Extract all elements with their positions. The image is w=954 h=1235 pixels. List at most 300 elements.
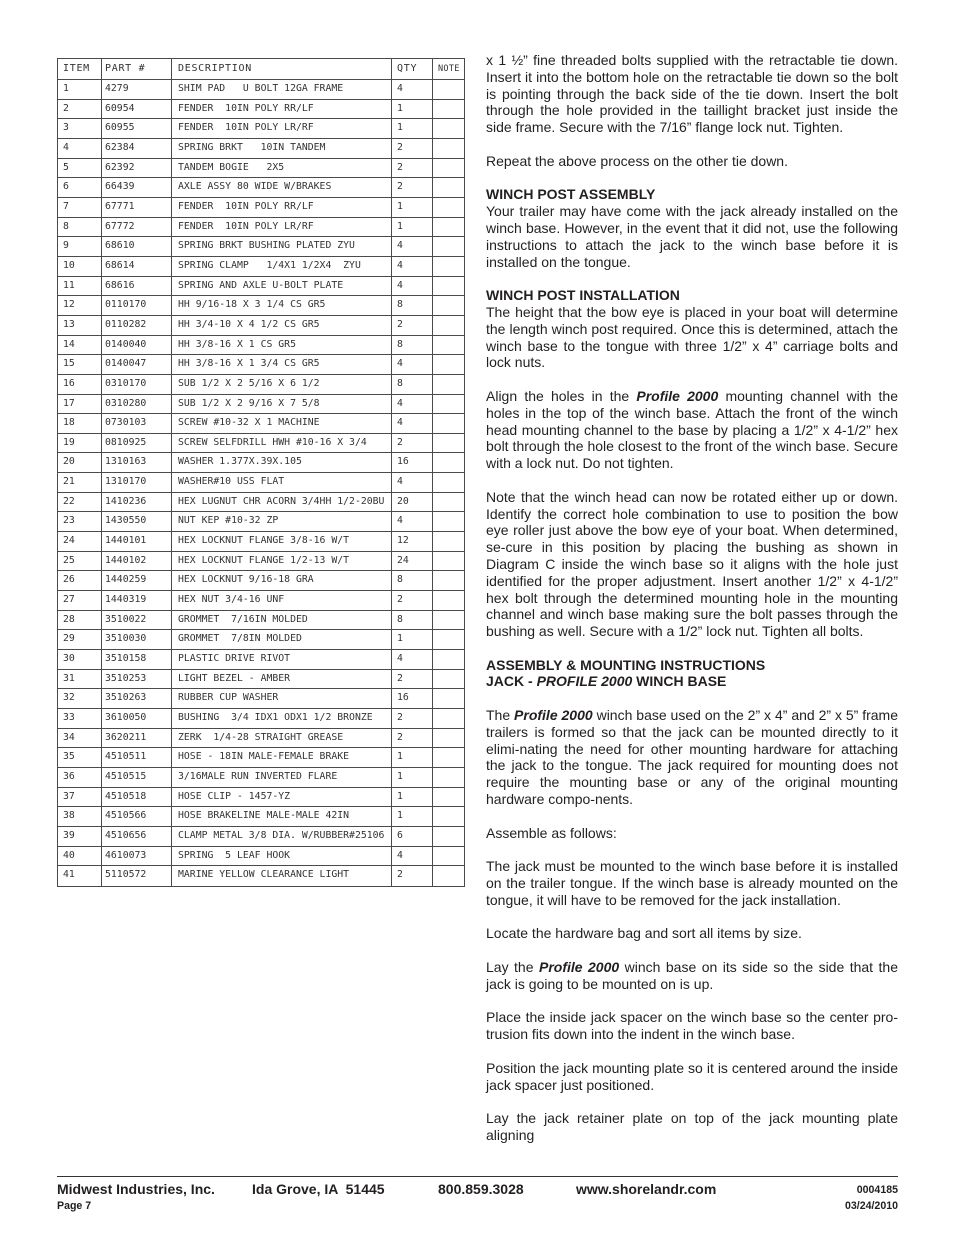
note-cell [433,689,464,708]
section-winch-post-installation [486,287,898,371]
description-cell: HOSE - 18IN MALE-FEMALE BRAKE [172,748,392,767]
paragraph-repeat [486,153,898,170]
paragraph-jack-mounted-first [486,858,898,908]
table-row [58,237,464,257]
quantity-cell: 4 [392,277,433,296]
description-cell: HEX LOCKNUT FLANGE 3/8-16 W/T [172,532,392,551]
quantity-cell: 2 [392,159,433,178]
text-run: mounting channel with the holes in the top of the winch base. Attach the front of the winch head mounting channel to the base by placing a 1/2” x 4-1/2” hex bolt through the hole closest to the front of the winch base. Secure with a lock nut. Do not tighten. [486,387,898,472]
table-row [58,807,464,827]
quantity-column-header: QTY [392,59,433,79]
description-cell: FENDER 10IN POLY RR/LF [172,100,392,119]
description-cell: AXLE ASSY 80 WIDE W/BRAKES [172,178,392,197]
table-row [58,218,464,238]
note-cell [433,139,464,158]
paragraph-lay-base [486,959,898,993]
table-row [58,355,464,375]
part-number-cell: 0310280 [102,395,172,414]
item-number-cell: 38 [58,807,102,826]
description-cell: FENDER 10IN POLY LR/RF [172,119,392,138]
description-cell: SHIM PAD U BOLT 12GA FRAME [172,80,392,99]
note-cell [433,316,464,335]
description-cell: NUT KEP #10-32 ZP [172,512,392,531]
item-number-cell: 22 [58,493,102,512]
description-cell: BUSHING 3/4 IDX1 ODX1 1/2 BRONZE [172,709,392,728]
table-row [58,591,464,611]
description-cell: HOSE BRAKELINE MALE-MALE 42IN [172,807,392,826]
quantity-cell: 16 [392,689,433,708]
note-cell [433,611,464,630]
note-cell [433,119,464,138]
footer-city: Ida Grove, IA 51445 [252,1181,385,1197]
quantity-cell: 12 [392,532,433,551]
description-cell: GROMMET 7/16IN MOLDED [172,611,392,630]
note-cell [433,630,464,649]
table-row [58,119,464,139]
description-cell: SPRING CLAMP 1/4X1 1/2X4 ZYU [172,257,392,276]
description-cell: SCREW SELFDRILL HWH #10-16 X 3/4 [172,434,392,453]
note-cell [433,512,464,531]
part-number-cell: 0110282 [102,316,172,335]
quantity-cell: 2 [392,729,433,748]
table-row [58,768,464,788]
table-row [58,611,464,631]
quantity-cell: 4 [392,237,433,256]
item-number-cell: 8 [58,218,102,237]
paragraph-lay-retainer [486,1110,898,1144]
quantity-cell: 2 [392,434,433,453]
note-cell [433,650,464,669]
parts-list-table [57,58,465,887]
quantity-cell: 1 [392,119,433,138]
table-row [58,552,464,572]
description-cell: SPRING AND AXLE U-BOLT PLATE [172,277,392,296]
item-number-cell: 1 [58,80,102,99]
note-cell [433,277,464,296]
note-cell [433,296,464,315]
section-assembly-mounting-heading [486,657,898,691]
part-number-cell: 1310163 [102,453,172,472]
paragraph-text: Your trailer may have come with the jack already installed on the winch base. However, in the event that it did not, use the following instructions to attach the jack to the winch base before it is installed on the tongue. [486,203,898,270]
quantity-cell: 2 [392,591,433,610]
paragraph-text: Repeat the above process on the other tie down. [486,152,788,169]
item-number-cell: 32 [58,689,102,708]
description-cell: HH 3/8-16 X 1 3/4 CS GR5 [172,355,392,374]
part-number-cell: 0140040 [102,336,172,355]
paragraph-assemble [486,825,898,842]
section-heading: WINCH POST ASSEMBLY [486,186,656,203]
note-cell [433,748,464,767]
item-number-cell: 25 [58,552,102,571]
item-number-cell: 35 [58,748,102,767]
quantity-cell: 2 [392,139,433,158]
paragraph-tie-down-bolt [486,52,898,136]
quantity-cell: 4 [392,355,433,374]
note-cell [433,827,464,846]
item-number-cell: 3 [58,119,102,138]
table-row [58,709,464,729]
part-number-cell: 1440319 [102,591,172,610]
item-number-cell: 2 [58,100,102,119]
paragraph-locate-hardware [486,925,898,942]
description-cell: 3/16MALE RUN INVERTED FLARE [172,768,392,787]
description-cell: MARINE YELLOW CLEARANCE LIGHT [172,866,392,886]
part-number-cell: 4610073 [102,847,172,866]
quantity-cell: 8 [392,296,433,315]
footer-website: www.shorelandr.com [576,1181,717,1197]
table-row [58,198,464,218]
note-cell [433,100,464,119]
part-number-cell: 3620211 [102,729,172,748]
text-run: winch base on its side so the side that the jack is going to be mounted on is up. [486,959,898,992]
quantity-cell: 1 [392,630,433,649]
table-row [58,316,464,336]
description-cell: WASHER#10 USS FLAT [172,473,392,492]
part-number-cell: 62384 [102,139,172,158]
part-number-cell: 1440102 [102,552,172,571]
item-number-cell: 39 [58,827,102,846]
table-row [58,473,464,493]
table-body [58,80,464,886]
part-number-cell: 66439 [102,178,172,197]
note-cell [433,532,464,551]
note-cell [433,178,464,197]
part-number-cell: 0110170 [102,296,172,315]
part-number-cell: 0310170 [102,375,172,394]
quantity-cell: 8 [392,571,433,590]
note-cell [433,237,464,256]
part-number-cell: 3510263 [102,689,172,708]
note-cell [433,336,464,355]
quantity-cell: 6 [392,827,433,846]
description-cell: SUB 1/2 X 2 5/16 X 6 1/2 [172,375,392,394]
note-cell [433,355,464,374]
paragraph-text [486,388,898,472]
product-name: Profile 2000 [636,387,719,404]
item-number-cell: 40 [58,847,102,866]
paragraph-text [486,707,898,808]
table-row [58,80,464,100]
quantity-cell: 1 [392,218,433,237]
part-number-cell: 0730103 [102,414,172,433]
note-cell [433,571,464,590]
part-number-cell: 67771 [102,198,172,217]
paragraph-text: Locate the hardware bag and sort all items by size. [486,925,802,942]
paragraph-text: Position the jack mounting plate so it is centered around the inside jack spacer just positioned. [486,1059,898,1093]
note-cell [433,709,464,728]
table-row [58,414,464,434]
quantity-cell: 2 [392,866,433,886]
quantity-cell: 24 [392,552,433,571]
part-number-cell: 4510511 [102,748,172,767]
item-number-cell: 10 [58,257,102,276]
item-number-cell: 19 [58,434,102,453]
part-number-cell: 4510518 [102,788,172,807]
instructions-column [486,52,898,1144]
part-number-cell: 60955 [102,119,172,138]
table-row [58,571,464,591]
description-cell: LIGHT BEZEL - AMBER [172,670,392,689]
item-number-cell: 36 [58,768,102,787]
table-row [58,100,464,120]
description-cell: SUB 1/2 X 2 9/16 X 7 5/8 [172,395,392,414]
description-cell: HH 9/16-18 X 3 1/4 CS GR5 [172,296,392,315]
note-cell [433,591,464,610]
quantity-cell: 2 [392,709,433,728]
part-number-cell: 1440101 [102,532,172,551]
description-cell: FENDER 10IN POLY LR/RF [172,218,392,237]
quantity-cell: 2 [392,670,433,689]
footer-company: Midwest Industries, Inc. [57,1181,215,1197]
quantity-cell: 8 [392,611,433,630]
quantity-cell: 1 [392,198,433,217]
description-cell: HEX LUGNUT CHR ACORN 3/4HH 1/2-20BU [172,493,392,512]
note-cell [433,473,464,492]
paragraph-profile-base [486,707,898,808]
table-row [58,257,464,277]
quantity-cell: 4 [392,80,433,99]
paragraph-rotate-note [486,489,898,640]
item-number-cell: 14 [58,336,102,355]
note-cell [433,552,464,571]
quantity-cell: 1 [392,748,433,767]
part-number-cell: 4510515 [102,768,172,787]
description-cell: TANDEM BOGIE 2X5 [172,159,392,178]
part-number-cell: 5110572 [102,866,172,886]
paragraph-text [486,959,898,993]
table-row [58,178,464,198]
table-row [58,139,464,159]
description-cell: GROMMET 7/8IN MOLDED [172,630,392,649]
note-cell [433,866,464,886]
footer-page-number: Page 7 [57,1200,92,1212]
table-row [58,395,464,415]
table-row [58,159,464,179]
item-number-cell: 16 [58,375,102,394]
item-column-header: ITEM [58,59,102,79]
quantity-cell: 2 [392,316,433,335]
table-row [58,434,464,454]
description-cell: HEX LOCKNUT FLANGE 1/2-13 W/T [172,552,392,571]
item-number-cell: 28 [58,611,102,630]
part-number-cell: 1430550 [102,512,172,531]
note-cell [433,670,464,689]
table-row [58,493,464,513]
paragraph-text: The height that the bow eye is placed in your boat will determine the length winch post required. Once this is determined, attach the winch base to the tongue with three 1/2” x 4” carriage bolts and lock nuts. [486,303,898,371]
table-row [58,650,464,670]
paragraph-text: Place the inside jack spacer on the winch base so the center pro-trusion fits down into the indent in the winch base. [486,1009,898,1043]
quantity-cell: 4 [392,395,433,414]
note-cell [433,395,464,414]
quantity-cell: 20 [392,493,433,512]
quantity-cell: 1 [392,100,433,119]
section-subheading [486,673,898,690]
note-cell [433,768,464,787]
item-number-cell: 18 [58,414,102,433]
text-run: JACK - [486,673,537,690]
product-name: Profile 2000 [514,707,593,724]
part-number-cell: 68616 [102,277,172,296]
description-cell: WASHER 1.377X.39X.105 [172,453,392,472]
part-number-cell: 62392 [102,159,172,178]
footer-date: 03/24/2010 [844,1200,898,1212]
footer-document-number: 0004185 [856,1184,898,1196]
table-row [58,375,464,395]
table-row [58,296,464,316]
text-run: Align the holes in the [486,387,637,404]
description-cell: SPRING BRKT 10IN TANDEM [172,139,392,158]
part-number-cell: 0810925 [102,434,172,453]
part-number-cell: 3510022 [102,611,172,630]
quantity-cell: 16 [392,453,433,472]
table-row [58,630,464,650]
quantity-cell: 2 [392,178,433,197]
text-run: winch base used on the 2” x 4” and 2” x 5” frame trailers is formed so that the jack can be mounted directly to it elimi-nating the need for other mounting hardware for attaching the jack to the tongue. The jack required for mounting does not require the mounting base or any of the original mounting hardware compo-nents. [486,707,899,808]
note-cell [433,159,464,178]
part-number-cell: 1310170 [102,473,172,492]
item-number-cell: 13 [58,316,102,335]
description-cell: SPRING 5 LEAF HOOK [172,847,392,866]
table-row [58,847,464,867]
table-row [58,748,464,768]
note-cell [433,434,464,453]
item-number-cell: 27 [58,591,102,610]
table-row [58,532,464,552]
part-number-cell: 4510656 [102,827,172,846]
note-cell [433,375,464,394]
part-number-cell: 60954 [102,100,172,119]
item-number-cell: 24 [58,532,102,551]
footer-divider [57,1176,898,1177]
table-row [58,866,464,886]
table-row [58,729,464,749]
paragraph-position-plate [486,1060,898,1094]
item-number-cell: 30 [58,650,102,669]
product-name: Profile 2000 [538,959,620,976]
quantity-cell: 1 [392,768,433,787]
note-cell [433,218,464,237]
part-number-cell: 1440259 [102,571,172,590]
item-number-cell: 7 [58,198,102,217]
quantity-cell: 4 [392,473,433,492]
note-cell [433,807,464,826]
paragraph-align-holes [486,388,898,472]
item-number-cell: 26 [58,571,102,590]
quantity-cell: 4 [392,257,433,276]
part-number-cell: 67772 [102,218,172,237]
item-number-cell: 9 [58,237,102,256]
item-number-cell: 5 [58,159,102,178]
footer-phone: 800.859.3028 [438,1181,524,1197]
part-number-cell: 3610050 [102,709,172,728]
paragraph-text: Assemble as follows: [486,824,617,841]
table-row [58,453,464,473]
paragraph-place-spacer [486,1009,898,1043]
item-number-cell: 11 [58,277,102,296]
description-cell: SCREW #10-32 X 1 MACHINE [172,414,392,433]
part-number-cell: 3510030 [102,630,172,649]
table-row [58,788,464,808]
description-cell: ZERK 1/4-28 STRAIGHT GREASE [172,729,392,748]
table-row [58,336,464,356]
description-cell: SPRING BRKT BUSHING PLATED ZYU [172,237,392,256]
description-cell: HOSE CLIP - 1457-YZ [172,788,392,807]
text-run: WINCH BASE [632,673,727,690]
note-cell [433,414,464,433]
note-cell [433,453,464,472]
item-number-cell: 21 [58,473,102,492]
description-cell: HH 3/4-10 X 4 1/2 CS GR5 [172,316,392,335]
part-number-cell: 4510566 [102,807,172,826]
part-number-column-header: PART # [102,59,172,79]
note-cell [433,257,464,276]
item-number-cell: 41 [58,866,102,886]
table-row [58,670,464,690]
part-number-cell: 0140047 [102,355,172,374]
description-cell: HEX LOCKNUT 9/16-18 GRA [172,571,392,590]
section-heading: WINCH POST INSTALLATION [486,287,680,304]
part-number-cell: 3510253 [102,670,172,689]
table-row [58,512,464,532]
quantity-cell: 4 [392,650,433,669]
description-cell: CLAMP METAL 3/8 DIA. W/RUBBER#25106 [172,827,392,846]
note-cell [433,788,464,807]
note-cell [433,80,464,99]
note-cell [433,198,464,217]
quantity-cell: 4 [392,847,433,866]
table-row [58,689,464,709]
description-cell: PLASTIC DRIVE RIVOT [172,650,392,669]
paragraph-text: Lay the jack retainer plate on top of the jack mounting plate aligning [486,1110,898,1143]
quantity-cell: 8 [392,375,433,394]
note-column-header: NOTE [438,64,460,74]
item-number-cell: 15 [58,355,102,374]
item-number-cell: 4 [58,139,102,158]
quantity-cell: 4 [392,414,433,433]
item-number-cell: 17 [58,395,102,414]
table-row [58,827,464,847]
item-number-cell: 33 [58,709,102,728]
quantity-cell: 4 [392,512,433,531]
section-winch-post-assembly [486,186,898,270]
description-cell: FENDER 10IN POLY RR/LF [172,198,392,217]
paragraph-text: The jack must be mounted to the winch base before it is installed on the trailer tongue. If the winch base is already mounted on the tongue, it will have to be removed for the jack installation. [486,858,898,908]
quantity-cell: 8 [392,336,433,355]
table-row [58,277,464,297]
table-header-row [58,59,464,80]
item-number-cell: 12 [58,296,102,315]
quantity-cell: 1 [392,807,433,826]
text-run: The [486,707,515,724]
item-number-cell: 23 [58,512,102,531]
part-number-cell: 68610 [102,237,172,256]
description-cell: RUBBER CUP WASHER [172,689,392,708]
item-number-cell: 34 [58,729,102,748]
quantity-cell: 1 [392,788,433,807]
description-cell: HEX NUT 3/4-16 UNF [172,591,392,610]
item-number-cell: 29 [58,630,102,649]
item-number-cell: 37 [58,788,102,807]
note-cell [433,729,464,748]
paragraph-text: x 1 ½” fine threaded bolts supplied with the retractable tie down. Insert it into the bottom hole on the retractable tie down so the bolt is pointing through the back side of the tie down. Insert the bolt through the hole provided in the taillight bracket just inside the side frame. Secure with the 7/16” flange lock nut. Tighten. [486,52,898,136]
text-run: Lay the [486,959,539,976]
part-number-cell: 4279 [102,80,172,99]
part-number-cell: 68614 [102,257,172,276]
note-cell [433,493,464,512]
section-heading: ASSEMBLY & MOUNTING INSTRUCTIONS [486,656,766,673]
product-name: PROFILE 2000 [536,673,633,690]
paragraph-text: Note that the winch head can now be rotated either up or down. Identify the correct hole combination to use to position the bow eye roller just above the bow eye of your boat. When determined, se-cure in this position by placing the bushing as shown in Diagram C inside the winch base so it aligns with the hole just identified for the proper adjustment. Insert another 1/2” x 4-1/2” hex bolt through the determined mounting hole in the mounting channel and winch base making sure the bolt passes through the bushing as well. Secure with a 1/2” lock nut. Tighten all bolts. [486,488,898,640]
